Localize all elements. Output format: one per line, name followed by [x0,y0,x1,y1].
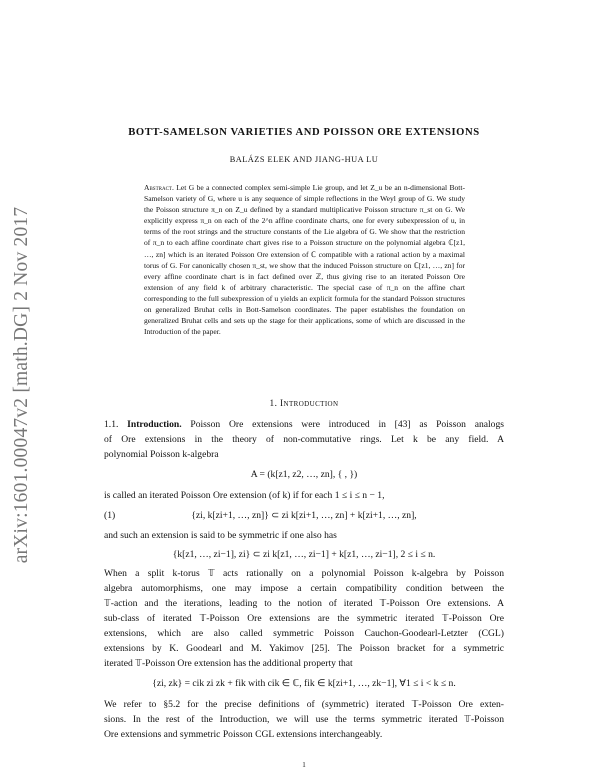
equation-cgl: {zi, zk} = cik zi zk + fik with cik ∈ ℂ, fik ∈ k[zi+1, …, zk−1], ∀1 ≤ i < k ≤ n. [152,678,456,689]
paragraph-2-line-3: 𝕋-action and the iterations, leading to the notion of iterated 𝕋-Poisson Ore extensions. A [104,598,504,609]
equation-1-number: (1) [104,510,116,521]
abstract [144,182,465,337]
paragraph-2-line-4: sub-class of iterated 𝕋-Poisson Ore extensions are the symmetric iterated 𝕋-Poisson Ore [104,613,504,624]
paragraph-2-line-5: extensions, which are also called symmetric Poisson Cauchon-Goodearl-Letzter (CGL) [104,628,504,639]
abstract-text: Let G be a connected complex semi-simple Lie group, and let Z_u be an n-dimensional Bott-Samelson variety of G, where u is any sequence of simple reflections in the Weyl group of G. We study the Poisson structure π_n on Z_u defined by a standard multiplicative Poisson structure π_st on G. We explicitly express π_n on each of the 2^n affine coordinate charts, one for every subexpression of u, in terms of the root strings and the structure constants of the Lie algebra of G. We show that the restriction of π_n to each affine coordinate chart gives rise to a Poisson structure on the polynomial algebra ℂ[z1, …, zn] which is an iterated Poisson Ore extension of ℂ compatible with a rational action by a maximal torus of G. For canonically chosen π_st, we show that the induced Poisson structure on ℂ[z1, …, zn] for every affine coordinate chart is in fact defined over ℤ, thus giving rise to an iterated Poisson Ore extension of any field k of arbitrary characteristic. The special case of π_n on the affine chart corresponding to the full subexpression of u yields an explicit formula for the standard Poisson structures on generalized Bruhat cells in Bott-Samelson coordinates. The paper establishes the foundation on generalized Bruhat cells and sets up the stage for their applications, some of which are discussed in the Introduction of the paper. [144,183,465,337]
paragraph-2-line-7: iterated 𝕋-Poisson Ore extension has the additional property that [104,658,353,669]
paragraph-3-line-2: sions. In the rest of the Introduction, we will use the terms symmetric iterated 𝕋-Poisson [104,714,504,725]
equation-symmetric: {k[z1, …, zi−1], zi} ⊂ zi k[z1, …, zi−1] + k[z1, …, zi−1], 2 ≤ i ≤ n. [172,549,436,560]
symmetric-line: and such an extension is said to be symmetric if one also has [104,530,337,541]
paragraph-2-line-6: extensions by K. Goodearl and M. Yakimov [25]. The Poisson bracket for a symmetric [104,643,504,654]
paragraph-3-line-1: We refer to §5.2 for the precise definitions of (symmetric) iterated 𝕋-Poisson Ore exten- [104,699,504,710]
paragraph-2-line-2: algebra automorphisms, one may impose a certain compatibility condition between the [104,583,504,594]
paper-authors: BALÁZS ELEK AND JIANG-HUA LU [229,155,379,164]
paragraph-3-line-3: Ore extensions and symmetric Poisson CGL extensions interchangeably. [104,729,383,740]
page-number: 1 [302,761,306,769]
definition-line: is called an iterated Poisson Ore extension (of k) if for each 1 ≤ i ≤ n − 1, [104,490,385,501]
arxiv-side-stamp: arXiv:1601.00047v2 [math.DG] 2 Nov 2017 [11,206,32,564]
paragraph-1-line-1: 1.1. Introduction. Poisson Ore extensions were introduced in [43] as Poisson analogs [104,419,504,430]
paper-title: BOTT-SAMELSON VARIETIES AND POISSON ORE EXTENSIONS [128,127,480,138]
paragraph-1-line-3: polynomial Poisson k-algebra [104,449,219,460]
paragraph-2-line-1: When a split k-torus 𝕋 acts rationally on a polynomial Poisson k-algebra by Poisson [104,568,504,579]
paragraph-1-line-2: of Ore extensions in the theory of non-commutative rings. Let k be any field. A [104,434,504,445]
section-heading: 1. Introduction [269,399,339,409]
equation-1: {zi, k[zi+1, …, zn]} ⊂ zi k[zi+1, …, zn] + k[zi+1, …, zn], [191,510,417,521]
equation-A: A = (k[z1, z2, …, zn], { , }) [250,469,358,480]
abstract-label: Abstract. [144,183,174,192]
